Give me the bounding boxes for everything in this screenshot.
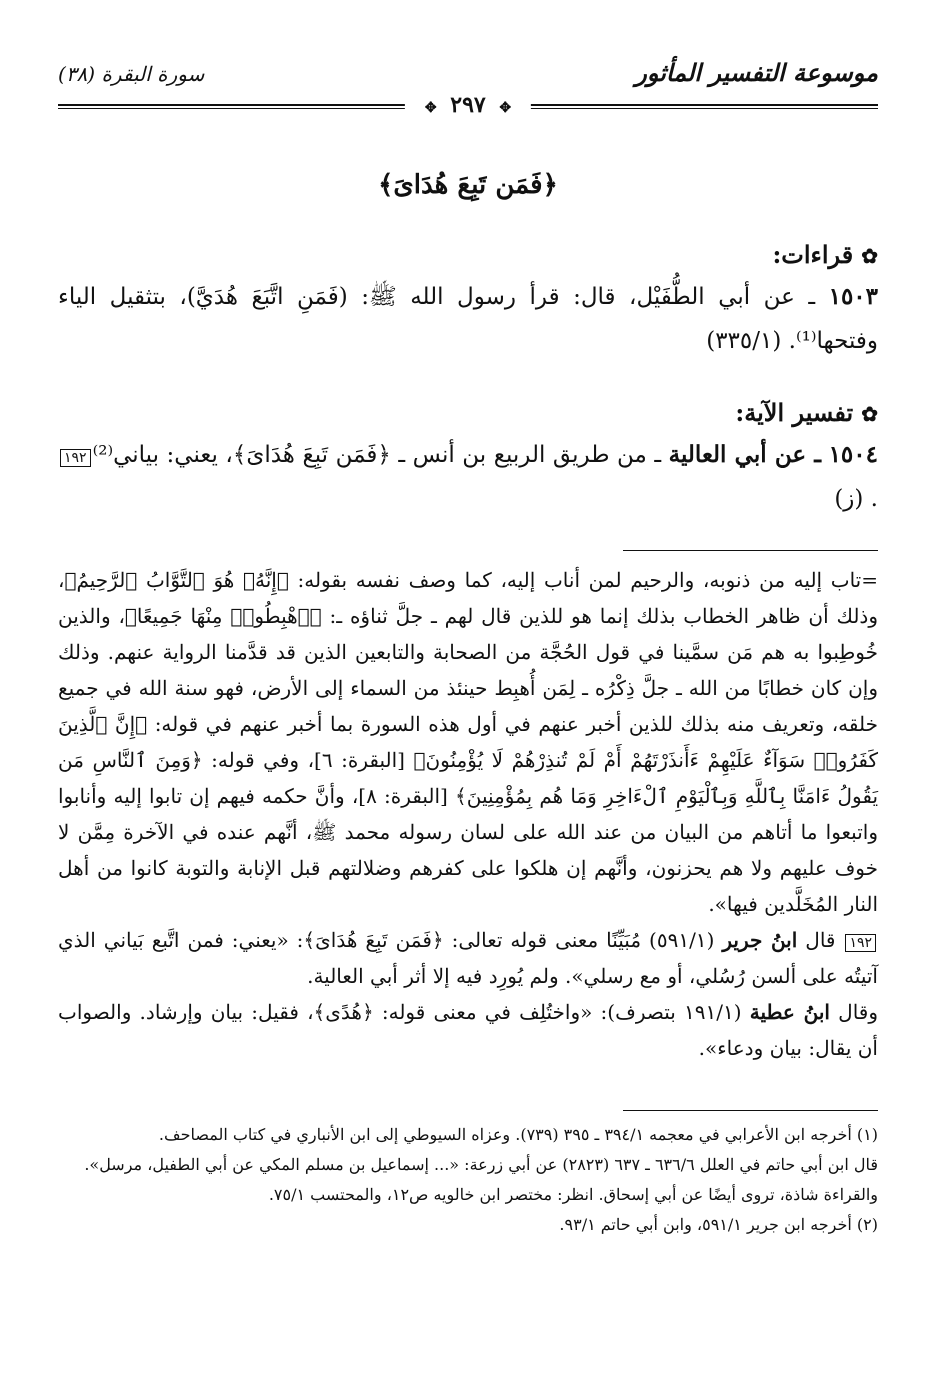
verse-title: ﴿فَمَن تَبِعَ هُدَاىَ﴾ <box>378 170 558 200</box>
ibn-jarir-lead: قال <box>805 928 836 952</box>
tafsir-heading-label: تفسير الآية: <box>735 398 854 427</box>
box-reference: ١٩٢ <box>60 449 91 467</box>
qiraat-heading <box>58 240 878 269</box>
surah-title: سورة البقرة (٣٨) <box>58 62 205 86</box>
footnote-item: (١) أخرجه ابن الأعرابي في معجمه ٣٩٤/١ ـ ٣٩٥ (٧٣٩). وعزاه السيوطي إلى ابن الأنباري في كتاب المصاحف. <box>158 1125 878 1144</box>
qiraat-section <box>58 240 878 363</box>
narration-number: ١٥٠٤ <box>828 441 878 468</box>
tafsir-heading <box>58 398 878 427</box>
box-reference: ١٩٢ <box>845 934 876 952</box>
book-title: موسوعة التفسير المأثور <box>635 58 878 87</box>
narration-tail: . (ز) <box>834 486 878 512</box>
narration-text: ـ من طريق الربيع بن أنس ـ ﴿فَمَن تَبِعَ هُدَاىَ﴾، يعني: بياني⁽²⁾ <box>92 442 662 468</box>
ibn-jarir-text: (٥٩١/١) مُبَيِّنًا معنى قوله تعالى: ﴿فَمَن تَبِعَ هُدَاىَ﴾: «يعني: فمن اتَّبع بَياني الذي آتيتُه على ألسن رُسُلي، أو مع رسلي». ولم يُورِد فيه إلا أثر أبي العالية. <box>58 928 878 988</box>
narrator-name: ـ عن أبي العالية <box>668 441 822 468</box>
ornament-icon: ✥ <box>499 100 512 116</box>
ibn-jarir-paragraph <box>58 922 878 994</box>
qiraat-paragraph <box>58 275 878 363</box>
narration-number: ١٥٠٣ <box>828 283 879 310</box>
ibn-atiyya-paragraph <box>58 994 878 1066</box>
page-number: ٢٩٧ <box>450 92 486 118</box>
footnote-item: والقراءة شاذة، تروى أيضًا عن أبي إسحاق. انظر: مختصر ابن خالويه ص١٢، والمحتسب ٧٥/١. <box>268 1185 878 1204</box>
commentary-section <box>58 562 878 1066</box>
flower-icon: ✿ <box>861 402 878 426</box>
ibn-atiyya-name: ابنُ عطية <box>749 1000 830 1024</box>
tafsir-paragraph <box>58 433 878 521</box>
page-number-box <box>405 92 531 118</box>
page-header <box>58 58 878 118</box>
ibn-atiyya-text: (١٩١/١ بتصرف): «واختُلِف في معنى قوله: ﴿هُدًى﴾، فقيل: بيان وإرشاد. والصواب أن يقال: بيان ودعاء». <box>58 1000 878 1060</box>
footnote-separator <box>623 1110 878 1111</box>
flower-icon: ✿ <box>861 244 878 268</box>
footnote-item: (٢) أخرجه ابن جرير ٥٩١/١، وابن أبي حاتم ٩٣/١. <box>559 1215 878 1234</box>
footnote-item: قال ابن أبي حاتم في العلل ٦٣٦/٦ ـ ٦٣٧ (٢٨٢٣) عن أبي زرعة: «... إسماعيل بن مسلم المكي عن أبي الطفيل، مرسل». <box>84 1155 878 1174</box>
ibn-jarir-name: ابنُ جرير <box>722 928 798 952</box>
commentary-separator <box>623 550 878 551</box>
commentary-paragraph: =تاب إليه من ذنوبه، والرحيم لمن أناب إليه، كما وصف نفسه بقوله: ﴿إِنَّهُۥ هُوَ ٱلتَّوَّابُ ٱلرَّحِيمُ﴾، وذلك أن ظاهر الخطاب بذلك إنما هو للذين قال لهم ـ جلَّ ثناؤه ـ: ﴿ٱهْبِطُوا۟ مِنْهَا جَمِيعًا﴾، والذين خُوطِبوا به هم مَن سمَّينا في قول الحُجَّة من الصحابة والتابعين الذين قد قدَّمنا الرواية عنهم. وذلك وإن كان خطابًا من الله ـ جلَّ ذِكْرُه ـ لِمَن أُهبِط حينئذ من السماء إلى الأرض، فهو سنة الله في جميع خلقه، وتعريف منه بذلك للذين أخبر عنهم في أول هذه السورة بما أخبر عنهم في قوله: ﴿إِنَّ ٱلَّذِينَ كَفَرُوا۟ سَوَآءٌ عَلَيْهِمْ ءَأَنذَرْتَهُمْ أَمْ لَمْ تُنذِرْهُمْ لَا يُؤْمِنُونَ﴾ [البقرة: ٦]، وفي قوله: ﴿وَمِنَ ٱلنَّاسِ مَن يَقُولُ ءَامَنَّا بِٱللَّهِ وَبِٱلْيَوْمِ ٱلْءَاخِرِ وَمَا هُم بِمُؤْمِنِينَ﴾ [البقرة: ٨]، وأنَّ حكمه فيهم إن تابوا إليه وأنابوا واتبعوا ما أتاهم من البيان من عند الله على لسان رسوله محمد ﷺ، أنَّهم عنده في الآخرة مِمَّن لا خوف عليهم ولا هم يحزنون، وأنَّهم إن هلكوا على كفرهم وضلالتهم قبل الإنابة والتوبة كانوا من أهل النار المُخَلَّدين فيها». <box>58 568 879 916</box>
ibn-atiyya-lead: وقال <box>838 1000 879 1024</box>
tafsir-section <box>58 398 878 521</box>
qiraat-heading-label: قراءات: <box>772 240 854 269</box>
ornament-icon: ✥ <box>424 100 437 116</box>
footnotes <box>58 1120 878 1240</box>
narration-text: ـ عن أبي الطُّفَيْل، قال: قرأ رسول الله ﷺ: (فَمَنِ اتَّبَعَ هُدَيَّ)، بتثقيل الياء وفتحها⁽¹⁾. (٣٣٥/١) <box>58 284 878 354</box>
book-page <box>58 0 878 1383</box>
